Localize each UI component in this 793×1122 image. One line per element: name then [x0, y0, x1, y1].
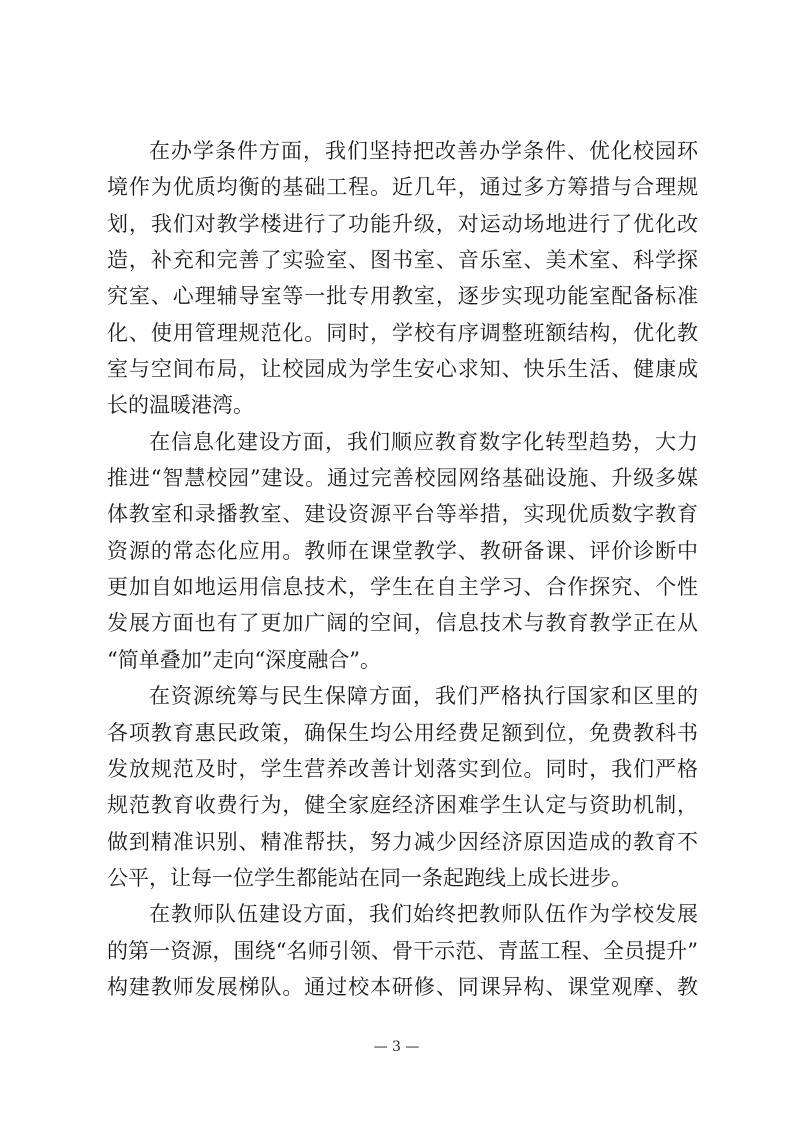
text-line: 公平，让每一位学生都能站在同一条起跑线上成长进步。	[107, 865, 632, 890]
text-line: 室与空间布局，让校园成为学生安心求知、快乐生活、健康成	[107, 357, 698, 382]
text-line: 做到精准识别、精准帮扶，努力减少因经济原因造成的教育不	[107, 829, 698, 854]
paragraph	[107, 133, 698, 424]
text-line: 境作为优质均衡的基础工程。近几年，通过多方筹措与合理规	[107, 175, 698, 200]
text-line: 更加自如地运用信息技术，学生在自主学习、合作探究、个性	[107, 575, 698, 600]
paragraph	[107, 896, 698, 1005]
text-line: 规范教育收费行为，健全家庭经济困难学生认定与资助机制，	[107, 793, 698, 818]
text-line: 发放规范及时，学生营养改善计划落实到位。同时，我们严格	[107, 756, 698, 781]
text-line: 在办学条件方面，我们坚持把改善办学条件、优化校园环	[149, 139, 698, 163]
page-number: — 3 —	[373, 1039, 420, 1055]
text-line: 化、使用管理规范化。同时，学校有序调整班额结构，优化教	[107, 320, 698, 345]
text-line: 体教室和录播教室、建设资源平台等举措，实现优质数字教育	[107, 502, 698, 527]
text-line: 长的温暖港湾。	[107, 393, 254, 418]
text-line: 推进“智慧校园”建设。通过完善校园网络基础设施、升级多媒	[107, 466, 698, 491]
text-line: 究室、心理辅导室等一批专用教室，逐步实现功能室配备标准	[107, 284, 698, 309]
text-line: “简单叠加”走向“深度融合”。	[107, 647, 381, 672]
paragraph	[107, 424, 698, 678]
text-line: 在信息化建设方面，我们顺应教育数字化转型趋势，大力	[149, 429, 698, 454]
text-line: 划，我们对教学楼进行了功能升级，对运动场地进行了优化改	[107, 211, 698, 236]
text-line: 在教师队伍建设方面，我们始终把教师队伍作为学校发展	[149, 902, 698, 927]
text-line: 造，补充和完善了实验室、图书室、音乐室、美术室、科学探	[107, 248, 698, 273]
text-line: 资源的常态化应用。教师在课堂教学、教研备课、评价诊断中	[107, 538, 698, 563]
text-line: 在资源统筹与民生保障方面，我们严格执行国家和区里的	[149, 684, 698, 709]
text-line: 的第一资源，围绕“名师引领、骨干示范、青蓝工程、全员提升”	[107, 938, 698, 963]
paragraph	[107, 678, 698, 896]
text-line: 构建教师发展梯队。通过校本研修、同课异构、课堂观摩、教	[107, 974, 698, 999]
text-line: 发展方面也有了更加广阔的空间，信息技术与教育教学正在从	[107, 611, 698, 636]
text-line: 各项教育惠民政策，确保生均公用经费足额到位，免费教科书	[107, 720, 698, 745]
document-body	[107, 133, 698, 1005]
